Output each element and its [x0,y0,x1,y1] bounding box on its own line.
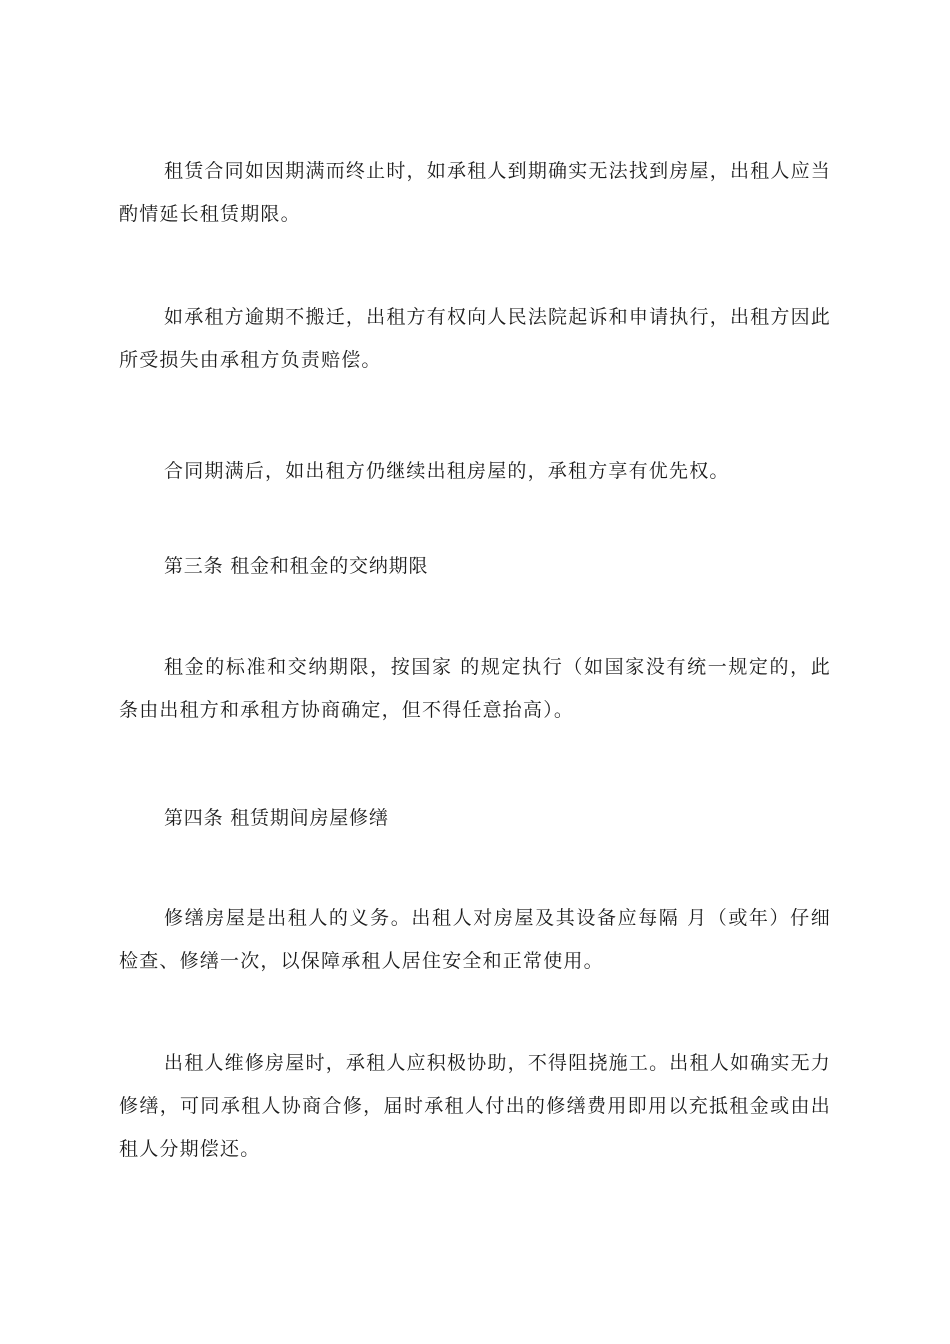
paragraph-rent-standard: 租金的标准和交纳期限，按国家 的规定执行（如国家没有统一规定的，此条由出租方和承租方协商确定，但不得任意抬高）。 [119,656,831,721]
paragraph-repair-cooperation: 出租人维修房屋时，承租人应积极协助，不得阻挠施工。出租人如确实无力修缮，可同承租人协商合修，届时承租人付出的修缮费用即用以充抵租金或由出租人分期偿还。 [119,1052,831,1160]
paragraph-lease-termination-extension: 租赁合同如因期满而终止时，如承租人到期确实无法找到房屋，出租人应当酌情延长租赁期限。 [119,160,831,225]
section-heading-article-3: 第三条 租金和租金的交纳期限 [164,555,429,577]
paragraph-priority-right: 合同期满后，如出租方仍继续出租房屋的，承租方享有优先权。 [164,460,730,482]
paragraph-repair-obligation: 修缮房屋是出租人的义务。出租人对房屋及其设备应每隔 月（或年）仔细检查、修缮一次，以保障承租人居住安全和正常使用。 [119,907,831,972]
paragraph-overdue-relocation: 如承租方逾期不搬迁，出租方有权向人民法院起诉和申请执行，出租方因此所受损失由承租方负责赔偿。 [119,306,831,371]
section-heading-article-4: 第四条 租赁期间房屋修缮 [164,807,389,829]
